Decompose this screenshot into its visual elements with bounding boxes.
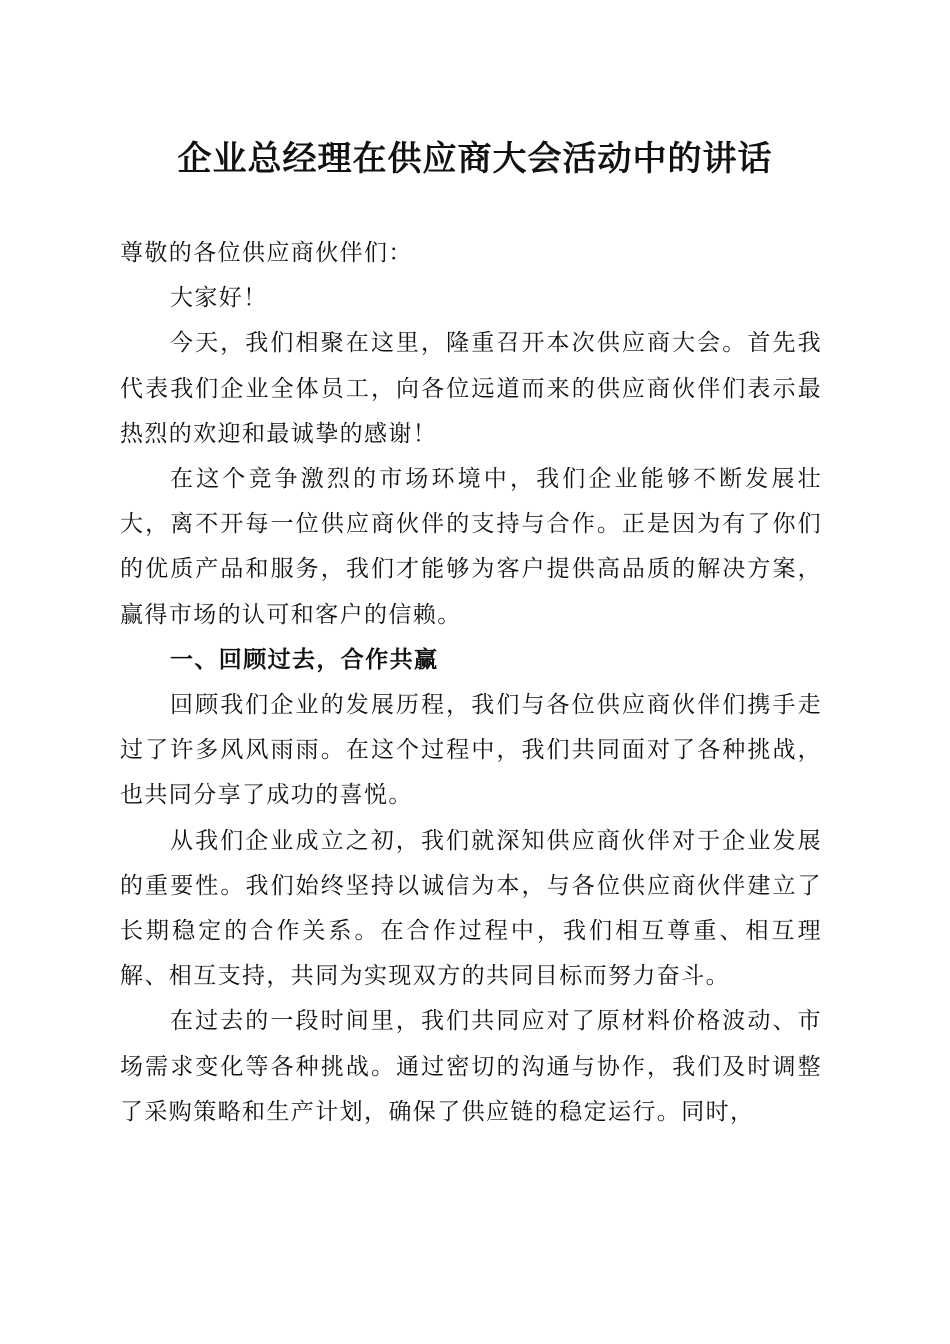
paragraph-review-history: 回顾我们企业的发展历程，我们与各位供应商伙伴们携手走过了许多风风雨雨。在这个过程中，我们共同面对了各种挑战，也共同分享了成功的喜悦。 <box>120 692 822 809</box>
salutation: 尊敬的各位供应商伙伴们： <box>120 240 413 266</box>
document-title: 企业总经理在供应商大会活动中的讲话 <box>177 139 773 179</box>
paragraph-partnership: 从我们企业成立之初，我们就深知供应商伙伴对于企业发展的重要性。我们始终坚持以诚信为本，与各位供应商伙伴建立了长期稳定的合作关系。在合作过程中，我们相互尊重、相互理解、相互支持，共同为实现双方的共同目标而努力奋斗。 <box>120 827 822 990</box>
paragraph-challenges: 在过去的一段时间里，我们共同应对了原材料价格波动、市场需求变化等各种挑战。通过密切的沟通与协作，我们及时调整了采购策略和生产计划，确保了供应链的稳定运行。同时， <box>120 1008 822 1125</box>
greeting: 大家好！ <box>170 285 268 312</box>
section-heading-review: 一、回顾过去，合作共赢 <box>170 646 439 673</box>
paragraph-thanks-partners: 在这个竞争激烈的市场环境中，我们企业能够不断发展壮大，离不开每一位供应商伙伴的支持与合作。正是因为有了你们的优质产品和服务，我们才能够为客户提供高品质的解决方案，赢得市场的认可和客户的信赖。 <box>120 466 822 628</box>
document-body <box>120 231 822 1135</box>
paragraph-welcome: 今天，我们相聚在这里，隆重召开本次供应商大会。首先我代表我们企业全体员工，向各位远道而来的供应商伙伴们表示最热烈的欢迎和最诚挚的感谢！ <box>120 330 822 447</box>
